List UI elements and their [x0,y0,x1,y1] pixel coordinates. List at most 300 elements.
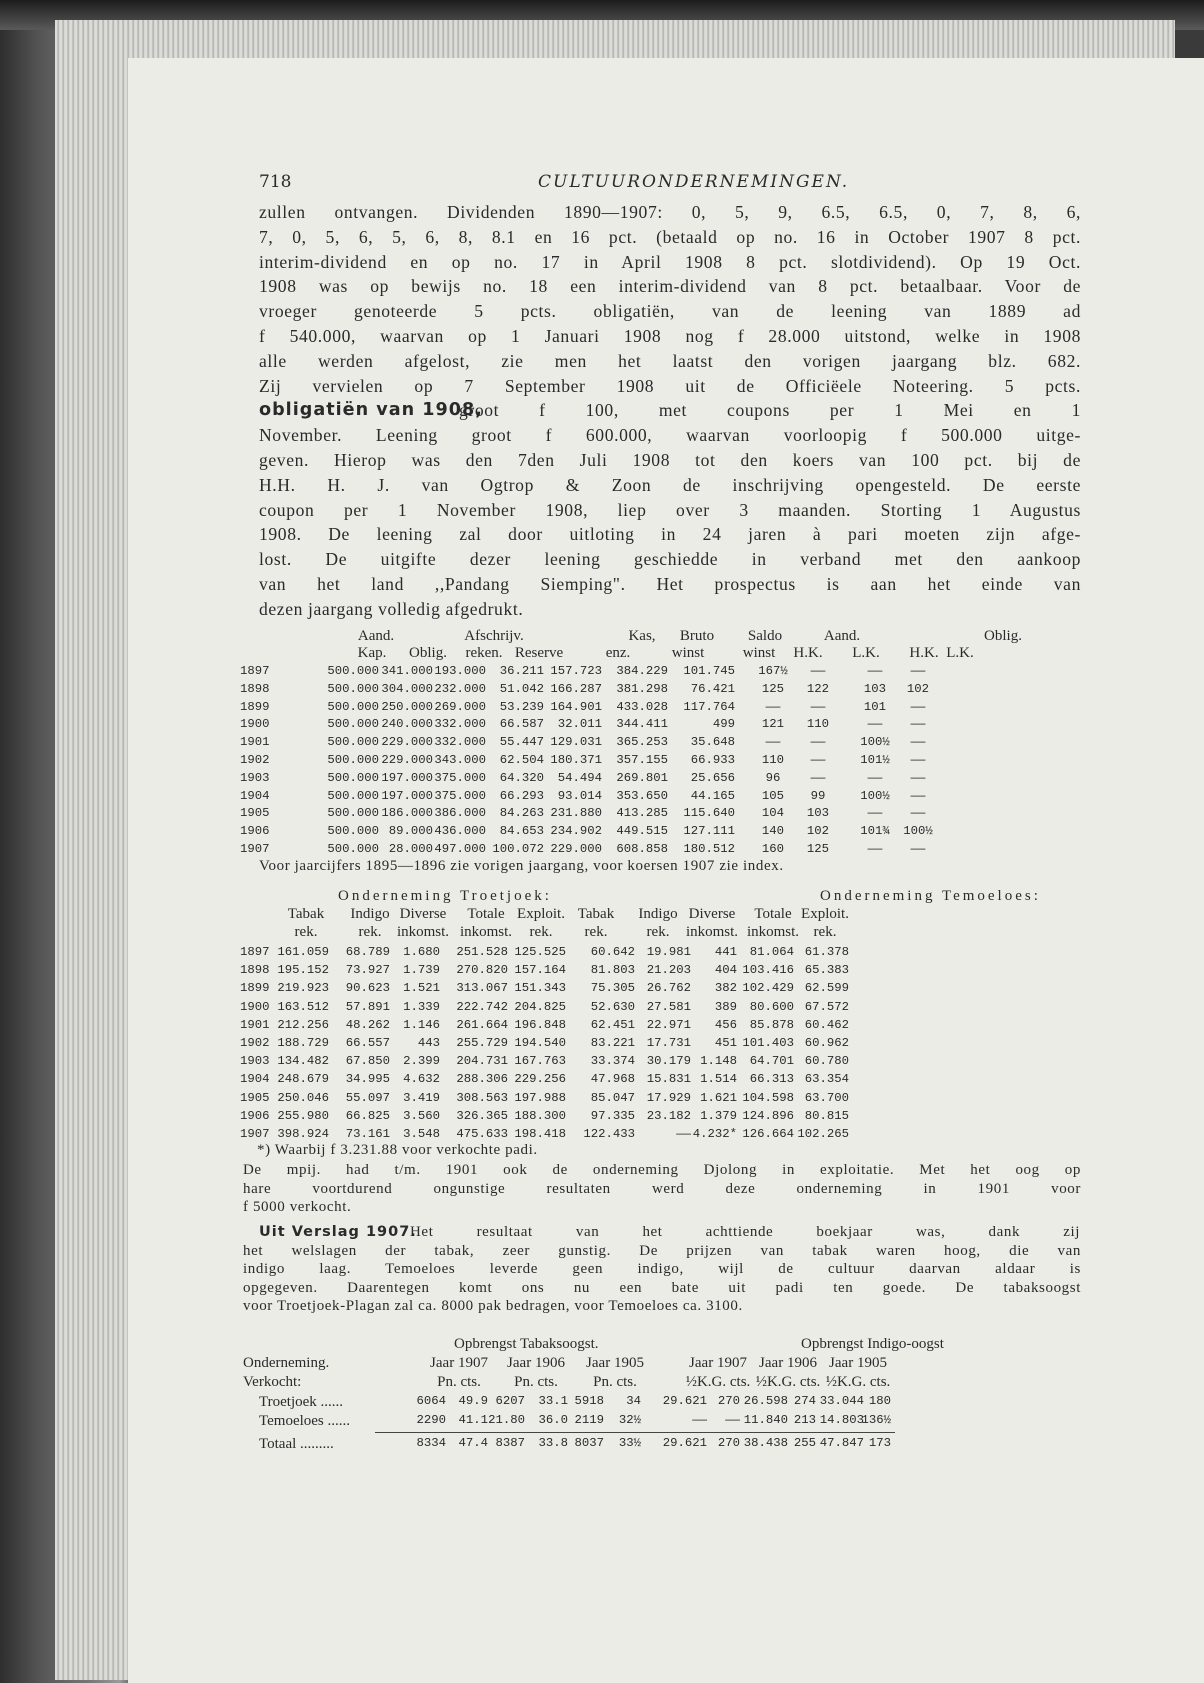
paragraph-line: het welslagen der tabak, zeer gunstig. De prijzen van tabak waren hoog, die van [243,1242,1081,1259]
table1-cell: 140 [761,824,785,839]
table1-cell: 186.000 [381,806,433,821]
table1-cell: 93.014 [557,788,602,803]
table1-subheader: H.K. [793,645,823,661]
table1-cell: 110 [806,717,830,732]
table1-subheader: winst [742,645,776,661]
total-cell: 8334 [416,1436,446,1450]
table2-cell: 196.848 [514,1017,566,1032]
table2-cell: 1.146 [403,1017,440,1032]
table3-cell: 180 [868,1394,891,1408]
table1-cell: 353.650 [616,788,668,803]
table2-cell: 248.679 [277,1072,329,1087]
table1-cell: 229.000 [550,842,602,856]
table1-header: Kas, [628,628,656,644]
table2-subheader: rek. [584,924,608,940]
table2-cell: 22.971 [646,1017,691,1032]
table1-cell: 386.000 [434,806,486,821]
table2-cell: 66.825 [345,1108,390,1123]
table2-cell: 167.763 [514,1054,566,1069]
table2-cell: 157.164 [514,963,566,978]
table2-cell: 398.924 [277,1127,329,1141]
paragraph-line: November. Leening groot f 600.000, waarvan voorloopig f 500.000 uitge- [259,425,1081,446]
table1-cell: 101 [863,699,887,714]
table1-cell: —— [910,806,926,821]
table1-cell: 332.000 [434,717,486,732]
table2-cell: 308.563 [456,1090,508,1105]
table1-cell: 500.000 [327,770,379,785]
table1-cell: —— [867,842,883,856]
table2-cell: 47.968 [590,1072,635,1087]
row-year: 1904 [240,1072,270,1087]
table2-cell: 63.700 [804,1090,849,1105]
table1-cell: 122 [806,681,830,696]
table1-cell: 500.000 [327,753,379,767]
table3-cell: 11.840 [743,1412,788,1427]
table1-cell: 500.000 [327,681,379,696]
table2-subheader: inkomst. [685,924,739,940]
table1-cell: 54.494 [557,770,602,785]
table1-cell: 44.165 [690,788,735,803]
table1-cell: 166.287 [550,681,602,696]
row-year: 1897 [240,664,270,678]
table3-cell: 49.9 [458,1394,488,1408]
table1-cell: —— [810,699,826,714]
table3-subheader: Verkocht: [243,1374,302,1390]
table2-cell: 204.825 [514,999,566,1014]
table2-cell: 102.429 [742,981,794,996]
table1-cell: 51.042 [499,681,544,696]
table1-cell: 84.653 [499,824,544,839]
table2-cell: 21.203 [646,963,691,978]
table1-subheader: L.K. [852,645,880,661]
table1-cell: 500.000 [327,824,379,839]
table2-header: Tabak [287,906,325,922]
paragraph-line: dezen jaargang volledig afgedrukt. [259,598,524,619]
table3-header: Jaar 1907 [430,1355,488,1371]
row-year: 1905 [240,1090,270,1105]
table2-subheader: rek. [358,924,382,940]
table1-cell: 499 [712,717,735,732]
table1-cell: 105 [761,788,785,803]
table2-cell: 204.731 [456,1054,508,1069]
row-year: 1898 [240,681,270,696]
table1-cell: 110 [761,753,785,767]
total-label: Totaal ......... [259,1436,334,1452]
row-name: Temoeloes ...... [259,1412,351,1429]
table2-cell: 122.433 [583,1127,635,1141]
table1-cell: 99 [810,788,826,803]
table2-cell: 104.598 [742,1090,794,1105]
table1-cell: 375.000 [434,788,486,803]
table2-subheader: inkomst. [396,924,450,940]
table2-cell: 55.097 [345,1090,390,1105]
paragraph-line: H.H. H. J. van Ogtrop & Zoon de inschrijving opengesteld. De eerste [259,474,1081,495]
row-year: 1900 [240,717,270,732]
table1-subheader: enz. [605,645,631,661]
row-year: 1900 [240,999,270,1014]
table2-cell: 26.762 [646,981,691,996]
table1-cell: 104 [761,806,785,821]
table2-cell: 219.923 [277,981,329,996]
table2-cell: 222.742 [456,999,508,1014]
paragraph-line: indigo laag. Temoeloes leverde geen indigo, wijl de cultuur daarvan aldaar is [243,1261,1081,1277]
table1-cell: 101½ [860,753,890,767]
table1-cell: 197.000 [381,770,433,785]
table1-cell: 100½ [860,735,890,750]
row-year: 1906 [240,1108,270,1123]
table3-header: Jaar 1905 [586,1355,644,1371]
paragraph-line: hare voortdurend ongunstige resultaten werd deze onderneming in 1901 voor [243,1180,1081,1197]
table1-subheader: winst [671,645,705,661]
table1-cell: 500.000 [327,699,379,714]
table1-cell: —— [910,699,926,714]
row-year: 1902 [240,1036,270,1050]
table1-cell: —— [765,699,781,714]
table2-cell: 73.161 [345,1127,390,1141]
table2-cell: 161.059 [277,945,329,959]
paragraph-line: opgegeven. Daarentegen komt ons nu een bate uit padi ten goede. De tabaksoogst [243,1279,1081,1296]
table1-header: Bruto [679,628,715,644]
table2-cell: 30.179 [646,1054,691,1069]
table1-cell: 341.000 [381,664,433,678]
table2-cell: 80.600 [749,999,794,1014]
row-year: 1901 [240,735,270,750]
table2-cell: 475.633 [456,1127,508,1141]
table2-cell: 57.891 [345,999,390,1014]
paragraph-line: 1908 was op bewijs no. 18 een interim-dividend van 8 pct. betaalbaar. Voor de [259,276,1081,297]
table1-cell: 433.028 [616,699,668,714]
total-cell: 8037 [574,1436,604,1450]
table2-subheader: rek. [529,924,553,940]
table2-cell: 60.962 [804,1036,849,1050]
table3-header: Jaar 1906 [507,1355,565,1371]
total-cell: 173 [868,1436,891,1450]
table3-cell: 34 [626,1394,641,1408]
table2-header: Indigo [350,906,390,922]
table3-subheader: ½K.G. cts. [755,1374,821,1390]
paragraph-line: geven. Hierop was den 7den Juli 1908 tot den koers van 100 pct. bij de [259,450,1081,470]
table2-cell: 250.046 [277,1090,329,1105]
table1-cell: 500.000 [327,842,379,856]
table2-subheader: rek. [294,924,318,940]
paragraph-line: voor Troetjoek-Plagan zal ca. 8000 pak bedragen, voor Temoeloes ca. 3100. [243,1298,743,1314]
table1-header: Oblig. [984,628,1022,644]
table2-cell: 151.343 [514,981,566,996]
table2-cell: 251.528 [456,945,508,959]
total-cell: 33.8 [538,1436,568,1450]
table1-cell: 121 [761,717,785,732]
row-year: 1902 [240,753,270,767]
table3-cell: 6207 [495,1394,525,1408]
table2-cell: 1.680 [403,945,440,959]
table1-cell: 103 [806,806,830,821]
paragraph-line: Zij vervielen op 7 September 1908 uit de Officiëele Noteering. 5 pcts. [259,375,1081,396]
table1-cell: 100.072 [492,842,544,856]
paragraph-line: 7, 0, 5, 6, 5, 6, 8, 8.1 en 16 pct. (betaald op no. 16 in October 1907 8 pct. [259,226,1081,247]
table1-cell: —— [910,788,926,803]
table2-cell: 85.878 [749,1017,794,1032]
table1-cell: 381.298 [616,681,668,696]
total-cell: 38.438 [743,1436,788,1450]
table1-cell: —— [867,664,883,678]
table2-cell: 80.815 [804,1108,849,1123]
table1-cell: 101.745 [683,664,735,678]
total-cell: 29.621 [662,1436,707,1450]
table1-cell: 608.858 [616,842,668,856]
table2-cell: 17.731 [646,1036,691,1050]
table2-cell: 23.182 [646,1108,691,1123]
table1-cell: 103 [863,681,887,696]
paragraph-line: interim-dividend en op no. 17 in April 1908 8 pct. slotdividend). Op 19 Oct. [259,251,1081,272]
paragraph-line: van het land ,,Pandang Siemping". Het prospectus is aan het einde van [259,574,1081,594]
table2-cell: 63.354 [804,1072,849,1087]
table2-cell: 124.896 [742,1108,794,1123]
table2-cell: 163.512 [277,999,329,1014]
table1-cell: —— [867,806,883,821]
table3-cell: 33.044 [819,1394,864,1408]
table2-cell: 62.451 [590,1017,635,1032]
table2-cell: 60.780 [804,1054,849,1069]
table3-cell: 270 [717,1394,740,1408]
table2-cell: 188.729 [277,1036,329,1050]
table1-cell: 269.801 [616,770,668,785]
table2-cell: 1.514 [700,1072,737,1087]
table2-cell: 134.482 [277,1054,329,1069]
table1-cell: 101¾ [860,824,890,839]
row-year: 1901 [240,1017,270,1032]
table1-cell: 497.000 [434,842,486,856]
total-cell: 47.847 [819,1436,864,1450]
table2-cell: 34.995 [345,1072,390,1087]
table1-header: Aand. [357,628,395,644]
table1-cell: —— [910,842,926,856]
table2-cell: 19.981 [646,945,691,959]
table2-cell: 255.980 [277,1108,329,1123]
table3-subheader: ½K.G. cts. [825,1374,891,1390]
table2-cell: 61.378 [804,945,849,959]
table3-cell: 36.0 [538,1412,568,1427]
paragraph-line: groot f 100, met coupons per 1 Mei en 1 [459,400,1081,421]
table1-cell: 28.000 [388,842,433,856]
table2-cell: 3.548 [403,1127,440,1141]
row-year: 1907 [240,842,270,856]
table1-cell: 413.285 [616,806,668,821]
table1-cell: —— [810,753,826,767]
table2-cell: 67.850 [345,1054,390,1069]
table2-cell: 441 [714,945,737,959]
table2-cell: 52.630 [590,999,635,1014]
table2-cell: 101.403 [742,1036,794,1050]
group-title-indigo: Opbrengst Indigo-oogst [801,1336,944,1352]
table2-cell: 60.462 [804,1017,849,1032]
table1-cell: —— [910,735,926,750]
table3-cell: 32½ [618,1412,641,1427]
table1-cell: 500.000 [327,806,379,821]
table1-cell: 197.000 [381,788,433,803]
table2-cell: 48.262 [345,1017,390,1032]
table2-cell: 2.399 [403,1054,440,1069]
table1-subheader: reken. [465,645,503,661]
table1-subheader: H.K. [909,645,939,661]
bold-run: obligatiën van 1908, [259,400,483,421]
table2-subheader: rek. [646,924,670,940]
table3-cell: 2290 [416,1412,446,1427]
table3-cell: 274 [793,1394,816,1408]
table1-cell: 100½ [903,824,933,839]
table2-header: Tabak [577,906,615,922]
table2-cell: 62.599 [804,981,849,996]
total-cell: 47.4 [458,1436,488,1450]
row-year: 1899 [240,981,270,996]
paragraph-line: alle werden afgelost, zie men het laatst den vorigen jaargang blz. 682. [259,350,1081,371]
table1-cell: 384.229 [616,664,668,678]
table2-cell: 443 [417,1036,440,1050]
table3-cell: —— [692,1412,707,1427]
group-title-tobacco: Opbrengst Tabaksoogst. [454,1336,599,1352]
table1-cell: 229.000 [381,753,433,767]
table2-cell: 66.313 [749,1072,794,1087]
table3-header: Jaar 1907 [689,1355,747,1371]
paragraph-line: 1908. De leening zal door uitloting in 24 jaren à pari moeten zijn afge- [259,524,1081,545]
total-cell: 270 [717,1436,740,1450]
table2-cell: 194.540 [514,1036,566,1050]
row-year: 1903 [240,770,270,785]
running-title: CULTUURONDERNEMINGEN. [538,172,850,192]
table1-cell: 53.239 [499,699,544,714]
paragraph-line: f 540.000, waarvan op 1 Januari 1908 nog f 28.000 uitstond, welke in 1908 [259,326,1081,346]
table2-cell: 68.789 [345,945,390,959]
table1-cell: 62.504 [499,753,544,767]
table1-cell: 332.000 [434,735,486,750]
table1-cell: 232.000 [434,681,486,696]
table1-cell: 117.764 [683,699,735,714]
table2-cell: 90.623 [345,981,390,996]
table2-cell: 197.988 [514,1090,566,1105]
table1-header: Aand. [823,628,861,644]
table2-cell: 198.418 [514,1127,566,1141]
table1-cell: 125 [806,842,830,856]
table1-cell: —— [867,770,883,785]
table1-cell: —— [810,735,826,750]
table2-cell: 17.929 [646,1090,691,1105]
table1-cell: 375.000 [434,770,486,785]
table1-cell: 234.902 [550,824,602,839]
table2-cell: 188.300 [514,1108,566,1123]
table1-cell: 36.211 [499,664,544,678]
table1-cell: —— [765,735,781,750]
table2-cell: 404 [714,963,737,978]
table1-cell: 167½ [758,664,788,678]
table1-cell: 240.000 [381,717,433,732]
table2-header: Diverse [688,906,736,922]
row-year: 1907 [240,1127,270,1141]
table2-cell: 4.632 [403,1072,440,1087]
group-title-troetjoek: Onderneming Troetjoek: [338,888,552,904]
table1-cell: 344.411 [616,717,668,732]
table1-cell: —— [810,770,826,785]
table1-cell: 157.723 [550,664,602,678]
table1-cell: 500.000 [327,717,379,732]
table2-cell: 83.221 [590,1036,635,1050]
table3-cell: —— [725,1412,740,1427]
table1-cell: 500.000 [327,735,379,750]
table2-header: Diverse [399,906,447,922]
table1-cell: 357.155 [616,753,668,767]
table3-subheader: ½K.G. cts. [685,1374,751,1390]
table1-cell: 115.640 [683,806,735,821]
table1-cell: 436.000 [434,824,486,839]
table1-subheader: Kap. [357,645,387,661]
table1-cell: 102 [906,681,930,696]
table2-cell: 64.701 [749,1054,794,1069]
table2-cell: 288.306 [456,1072,508,1087]
paragraph-line: f 5000 verkocht. [243,1199,352,1215]
table1-cell: 343.000 [434,753,486,767]
table1-cell: —— [810,664,826,678]
table3-header: Jaar 1905 [829,1355,887,1371]
table3-cell: 136½ [861,1412,891,1427]
table1-cell: 25.656 [690,770,735,785]
table1-cell: 160 [761,842,785,856]
table1-cell: 500.000 [327,664,379,678]
table3-subheader: Pn. cts. [593,1374,637,1390]
book-page [128,58,1204,1683]
paragraph-line: De mpij. had t/m. 1901 ook de onderneming Djolong in exploitatie. Met het oog op [243,1162,1081,1178]
total-cell: 8387 [495,1436,525,1450]
paragraph-line: Het resultaat van het achttiende boekjaar was, dank zij [410,1224,1080,1240]
page-number: 718 [259,172,292,192]
table1-cell: 449.515 [616,824,668,839]
table3-cell: 41.1 [458,1412,488,1427]
table2-cell: —— [676,1127,691,1141]
table2-cell: 3.419 [403,1090,440,1105]
table3-cell: 29.621 [662,1394,707,1408]
table1-subheader: L.K. [946,645,974,661]
table3-cell: 21.80 [488,1412,525,1427]
table3-cell: 6064 [416,1394,446,1408]
table2-cell: 85.047 [590,1090,635,1105]
table1-subheader: Reserve [514,645,564,661]
table2-cell: 125.525 [514,945,566,959]
row-year: 1899 [240,699,270,714]
table2-cell: 1.621 [700,1090,737,1105]
table2-cell: 382 [714,981,737,996]
table2-cell: 97.335 [590,1108,635,1123]
table1-cell: 304.000 [381,681,433,696]
table2-footnote: *) Waarbij f 3.231.88 voor verkochte padi. [257,1142,538,1158]
table1-cell: 89.000 [388,824,433,839]
table3-cell: 14.803 [819,1412,864,1427]
table2-cell: 1.339 [403,999,440,1014]
paragraph-line: vroeger genoteerde 5 pcts. obligatiën, van de leening van 1889 ad [259,301,1081,322]
table2-cell: 81.803 [590,963,635,978]
paragraph-line: lost. De uitgifte dezer leening geschiedde in verband met den aankoop [259,549,1081,570]
table2-cell: 1.379 [700,1108,737,1123]
table2-cell: 75.305 [590,981,635,996]
table2-header: Indigo [638,906,678,922]
table2-cell: 103.416 [742,963,794,978]
table1-cell: —— [910,717,926,732]
table1-cell: 66.933 [690,753,735,767]
table2-cell: 229.256 [514,1072,566,1087]
table1-cell: 66.587 [499,717,544,732]
table2-cell: 102.265 [797,1127,849,1141]
table2-cell: 451 [714,1036,737,1050]
table1-cell: 250.000 [381,699,433,714]
table1-cell: 66.293 [499,788,544,803]
table3-header: Onderneming. [243,1355,330,1371]
table1-cell: 35.648 [690,735,735,750]
